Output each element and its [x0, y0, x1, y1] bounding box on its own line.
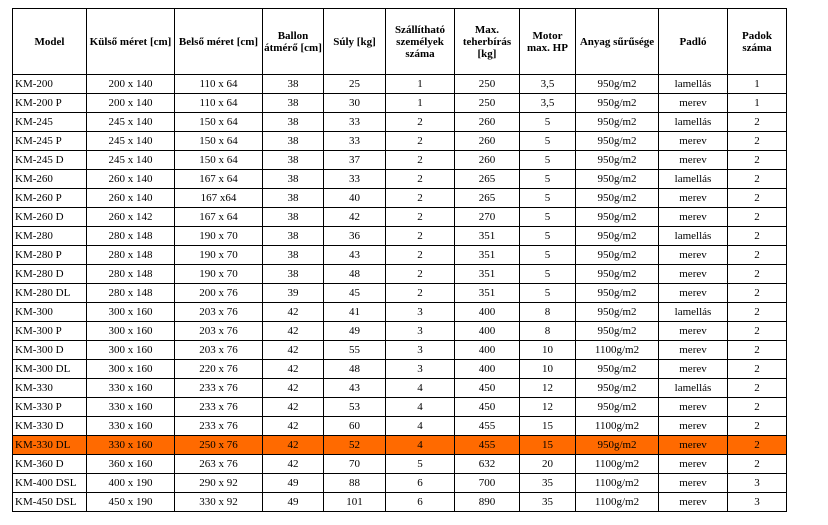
- cell-persons: 3: [386, 341, 455, 360]
- cell-inner-size: 330 x 92: [175, 493, 263, 512]
- cell-max-load: 700: [455, 474, 520, 493]
- cell-model: KM-330: [13, 379, 87, 398]
- cell-material-density: 950g/m2: [576, 246, 659, 265]
- cell-seats: 3: [728, 474, 787, 493]
- table-row: [13, 246, 787, 265]
- cell-motor-hp: 5: [520, 284, 576, 303]
- cell-seats: 2: [728, 170, 787, 189]
- cell-seats: 1: [728, 94, 787, 113]
- cell-weight: 25: [324, 75, 386, 94]
- cell-inner-size: 233 x 76: [175, 417, 263, 436]
- cell-floor: merev: [659, 94, 728, 113]
- cell-inner-size: 150 x 64: [175, 113, 263, 132]
- header-motor-hp: Motor max. HP: [520, 9, 576, 75]
- cell-motor-hp: 35: [520, 493, 576, 512]
- cell-max-load: 351: [455, 265, 520, 284]
- cell-max-load: 455: [455, 417, 520, 436]
- cell-seats: 2: [728, 398, 787, 417]
- cell-tube-diameter: 49: [263, 474, 324, 493]
- cell-floor: merev: [659, 322, 728, 341]
- cell-inner-size: 190 x 70: [175, 246, 263, 265]
- cell-outer-size: 280 x 148: [87, 246, 175, 265]
- cell-seats: 2: [728, 455, 787, 474]
- cell-outer-size: 300 x 160: [87, 341, 175, 360]
- cell-weight: 43: [324, 379, 386, 398]
- cell-persons: 2: [386, 265, 455, 284]
- cell-persons: 4: [386, 436, 455, 455]
- cell-material-density: 950g/m2: [576, 303, 659, 322]
- cell-max-load: 400: [455, 341, 520, 360]
- table-row: [13, 341, 787, 360]
- cell-max-load: 450: [455, 398, 520, 417]
- cell-motor-hp: 8: [520, 303, 576, 322]
- cell-floor: lamellás: [659, 303, 728, 322]
- cell-outer-size: 360 x 160: [87, 455, 175, 474]
- cell-inner-size: 200 x 76: [175, 284, 263, 303]
- cell-outer-size: 245 x 140: [87, 113, 175, 132]
- cell-weight: 53: [324, 398, 386, 417]
- table-row: [13, 151, 787, 170]
- cell-persons: 2: [386, 284, 455, 303]
- cell-model: KM-280 P: [13, 246, 87, 265]
- cell-model: KM-300 P: [13, 322, 87, 341]
- cell-model: KM-260: [13, 170, 87, 189]
- table-row: [13, 379, 787, 398]
- cell-material-density: 950g/m2: [576, 189, 659, 208]
- cell-outer-size: 200 x 140: [87, 94, 175, 113]
- table-row: [13, 94, 787, 113]
- cell-weight: 70: [324, 455, 386, 474]
- table-row: [13, 493, 787, 512]
- cell-model: KM-200 P: [13, 94, 87, 113]
- cell-inner-size: 220 x 76: [175, 360, 263, 379]
- cell-inner-size: 250 x 76: [175, 436, 263, 455]
- cell-outer-size: 260 x 142: [87, 208, 175, 227]
- cell-floor: merev: [659, 284, 728, 303]
- cell-floor: merev: [659, 436, 728, 455]
- cell-model: KM-450 DSL: [13, 493, 87, 512]
- cell-model: KM-330 D: [13, 417, 87, 436]
- cell-outer-size: 200 x 140: [87, 75, 175, 94]
- cell-max-load: 400: [455, 322, 520, 341]
- cell-seats: 2: [728, 322, 787, 341]
- cell-motor-hp: 5: [520, 132, 576, 151]
- header-floor: Padló: [659, 9, 728, 75]
- cell-motor-hp: 5: [520, 208, 576, 227]
- cell-floor: merev: [659, 417, 728, 436]
- cell-outer-size: 330 x 160: [87, 436, 175, 455]
- cell-weight: 33: [324, 113, 386, 132]
- cell-model: KM-200: [13, 75, 87, 94]
- cell-material-density: 950g/m2: [576, 284, 659, 303]
- cell-seats: 2: [728, 265, 787, 284]
- cell-floor: merev: [659, 341, 728, 360]
- cell-motor-hp: 15: [520, 417, 576, 436]
- cell-motor-hp: 12: [520, 398, 576, 417]
- cell-tube-diameter: 38: [263, 189, 324, 208]
- cell-motor-hp: 35: [520, 474, 576, 493]
- cell-material-density: 1100g/m2: [576, 474, 659, 493]
- cell-inner-size: 150 x 64: [175, 151, 263, 170]
- cell-tube-diameter: 42: [263, 436, 324, 455]
- cell-seats: 2: [728, 303, 787, 322]
- cell-persons: 2: [386, 113, 455, 132]
- cell-model: KM-360 D: [13, 455, 87, 474]
- cell-tube-diameter: 38: [263, 94, 324, 113]
- cell-model: KM-300: [13, 303, 87, 322]
- cell-material-density: 950g/m2: [576, 132, 659, 151]
- cell-model: KM-300 DL: [13, 360, 87, 379]
- cell-persons: 2: [386, 227, 455, 246]
- cell-tube-diameter: 38: [263, 151, 324, 170]
- cell-floor: lamellás: [659, 379, 728, 398]
- cell-outer-size: 280 x 148: [87, 227, 175, 246]
- cell-inner-size: 110 x 64: [175, 94, 263, 113]
- table-row-highlighted: [13, 436, 787, 455]
- cell-seats: 2: [728, 436, 787, 455]
- cell-motor-hp: 3,5: [520, 94, 576, 113]
- cell-weight: 30: [324, 94, 386, 113]
- cell-motor-hp: 10: [520, 360, 576, 379]
- cell-seats: 1: [728, 75, 787, 94]
- cell-floor: merev: [659, 455, 728, 474]
- cell-material-density: 950g/m2: [576, 398, 659, 417]
- table-row: [13, 417, 787, 436]
- cell-persons: 3: [386, 322, 455, 341]
- cell-persons: 5: [386, 455, 455, 474]
- cell-model: KM-260 D: [13, 208, 87, 227]
- cell-seats: 3: [728, 493, 787, 512]
- cell-model: KM-330 DL: [13, 436, 87, 455]
- cell-floor: merev: [659, 360, 728, 379]
- cell-material-density: 1100g/m2: [576, 417, 659, 436]
- cell-motor-hp: 10: [520, 341, 576, 360]
- cell-max-load: 250: [455, 94, 520, 113]
- table-row: [13, 227, 787, 246]
- cell-max-load: 260: [455, 151, 520, 170]
- header-row: [13, 9, 787, 75]
- cell-persons: 1: [386, 75, 455, 94]
- cell-floor: merev: [659, 189, 728, 208]
- cell-max-load: 351: [455, 284, 520, 303]
- cell-weight: 33: [324, 132, 386, 151]
- cell-inner-size: 203 x 76: [175, 322, 263, 341]
- cell-max-load: 400: [455, 360, 520, 379]
- cell-material-density: 1100g/m2: [576, 455, 659, 474]
- cell-seats: 2: [728, 208, 787, 227]
- cell-max-load: 400: [455, 303, 520, 322]
- cell-material-density: 1100g/m2: [576, 341, 659, 360]
- cell-tube-diameter: 42: [263, 379, 324, 398]
- cell-outer-size: 280 x 148: [87, 284, 175, 303]
- cell-model: KM-330 P: [13, 398, 87, 417]
- cell-weight: 37: [324, 151, 386, 170]
- cell-tube-diameter: 38: [263, 208, 324, 227]
- cell-weight: 60: [324, 417, 386, 436]
- cell-material-density: 950g/m2: [576, 360, 659, 379]
- cell-outer-size: 260 x 140: [87, 170, 175, 189]
- cell-max-load: 890: [455, 493, 520, 512]
- cell-material-density: 950g/m2: [576, 170, 659, 189]
- cell-persons: 6: [386, 474, 455, 493]
- header-tube-diameter: Ballon átmérő [cm]: [263, 9, 324, 75]
- cell-tube-diameter: 38: [263, 246, 324, 265]
- cell-max-load: 250: [455, 75, 520, 94]
- cell-inner-size: 167 x64: [175, 189, 263, 208]
- cell-weight: 48: [324, 360, 386, 379]
- table-row: [13, 303, 787, 322]
- cell-floor: merev: [659, 493, 728, 512]
- cell-tube-diameter: 42: [263, 360, 324, 379]
- table-row: [13, 189, 787, 208]
- cell-tube-diameter: 38: [263, 132, 324, 151]
- table-row: [13, 113, 787, 132]
- cell-seats: 2: [728, 341, 787, 360]
- cell-inner-size: 290 x 92: [175, 474, 263, 493]
- cell-motor-hp: 8: [520, 322, 576, 341]
- cell-floor: lamellás: [659, 113, 728, 132]
- cell-persons: 2: [386, 170, 455, 189]
- cell-outer-size: 450 x 190: [87, 493, 175, 512]
- cell-max-load: 351: [455, 246, 520, 265]
- cell-outer-size: 300 x 160: [87, 322, 175, 341]
- cell-tube-diameter: 42: [263, 398, 324, 417]
- header-material-density: Anyag sűrűsége: [576, 9, 659, 75]
- cell-outer-size: 400 x 190: [87, 474, 175, 493]
- cell-weight: 52: [324, 436, 386, 455]
- cell-seats: 2: [728, 132, 787, 151]
- spec-table-container: [12, 8, 787, 512]
- cell-motor-hp: 12: [520, 379, 576, 398]
- cell-weight: 49: [324, 322, 386, 341]
- table-row: [13, 208, 787, 227]
- cell-tube-diameter: 42: [263, 303, 324, 322]
- table-row: [13, 398, 787, 417]
- cell-inner-size: 233 x 76: [175, 379, 263, 398]
- cell-persons: 6: [386, 493, 455, 512]
- cell-tube-diameter: 38: [263, 75, 324, 94]
- cell-inner-size: 263 x 76: [175, 455, 263, 474]
- cell-outer-size: 300 x 160: [87, 303, 175, 322]
- cell-motor-hp: 3,5: [520, 75, 576, 94]
- cell-persons: 2: [386, 151, 455, 170]
- cell-max-load: 260: [455, 113, 520, 132]
- cell-tube-diameter: 42: [263, 417, 324, 436]
- cell-motor-hp: 5: [520, 246, 576, 265]
- cell-weight: 43: [324, 246, 386, 265]
- table-row: [13, 132, 787, 151]
- cell-outer-size: 330 x 160: [87, 398, 175, 417]
- cell-outer-size: 330 x 160: [87, 379, 175, 398]
- cell-tube-diameter: 38: [263, 113, 324, 132]
- header-model: Model: [13, 9, 87, 75]
- cell-weight: 40: [324, 189, 386, 208]
- cell-persons: 4: [386, 417, 455, 436]
- header-persons: Szállítható személyek száma: [386, 9, 455, 75]
- cell-motor-hp: 5: [520, 151, 576, 170]
- cell-seats: 2: [728, 360, 787, 379]
- cell-outer-size: 330 x 160: [87, 417, 175, 436]
- cell-persons: 1: [386, 94, 455, 113]
- cell-inner-size: 203 x 76: [175, 341, 263, 360]
- table-row: [13, 360, 787, 379]
- cell-seats: 2: [728, 379, 787, 398]
- cell-max-load: 632: [455, 455, 520, 474]
- cell-persons: 2: [386, 208, 455, 227]
- cell-motor-hp: 20: [520, 455, 576, 474]
- spec-table: [12, 8, 787, 512]
- cell-inner-size: 190 x 70: [175, 265, 263, 284]
- cell-seats: 2: [728, 284, 787, 303]
- cell-floor: merev: [659, 398, 728, 417]
- cell-persons: 4: [386, 398, 455, 417]
- cell-inner-size: 190 x 70: [175, 227, 263, 246]
- cell-floor: merev: [659, 265, 728, 284]
- cell-max-load: 270: [455, 208, 520, 227]
- cell-motor-hp: 5: [520, 227, 576, 246]
- cell-weight: 33: [324, 170, 386, 189]
- table-row: [13, 322, 787, 341]
- cell-outer-size: 300 x 160: [87, 360, 175, 379]
- cell-weight: 48: [324, 265, 386, 284]
- cell-motor-hp: 5: [520, 265, 576, 284]
- cell-motor-hp: 5: [520, 113, 576, 132]
- cell-tube-diameter: 42: [263, 455, 324, 474]
- cell-persons: 2: [386, 132, 455, 151]
- header-max-load: Max. teherbírás [kg]: [455, 9, 520, 75]
- cell-weight: 42: [324, 208, 386, 227]
- header-inner-size: Belső méret [cm]: [175, 9, 263, 75]
- cell-motor-hp: 5: [520, 170, 576, 189]
- cell-max-load: 450: [455, 379, 520, 398]
- cell-tube-diameter: 38: [263, 227, 324, 246]
- table-body: [13, 75, 787, 512]
- table-row: [13, 170, 787, 189]
- cell-tube-diameter: 38: [263, 170, 324, 189]
- cell-persons: 3: [386, 360, 455, 379]
- table-row: [13, 455, 787, 474]
- cell-max-load: 455: [455, 436, 520, 455]
- cell-seats: 2: [728, 151, 787, 170]
- cell-model: KM-280 DL: [13, 284, 87, 303]
- cell-max-load: 265: [455, 189, 520, 208]
- cell-inner-size: 233 x 76: [175, 398, 263, 417]
- cell-inner-size: 167 x 64: [175, 208, 263, 227]
- cell-material-density: 950g/m2: [576, 436, 659, 455]
- cell-floor: lamellás: [659, 170, 728, 189]
- cell-tube-diameter: 38: [263, 265, 324, 284]
- cell-weight: 101: [324, 493, 386, 512]
- table-row: [13, 474, 787, 493]
- cell-material-density: 950g/m2: [576, 227, 659, 246]
- header-outer-size: Külső méret [cm]: [87, 9, 175, 75]
- cell-weight: 36: [324, 227, 386, 246]
- cell-tube-diameter: 42: [263, 322, 324, 341]
- cell-floor: merev: [659, 132, 728, 151]
- cell-outer-size: 280 x 148: [87, 265, 175, 284]
- header-weight: Súly [kg]: [324, 9, 386, 75]
- cell-floor: merev: [659, 474, 728, 493]
- cell-material-density: 950g/m2: [576, 113, 659, 132]
- cell-material-density: 1100g/m2: [576, 493, 659, 512]
- cell-material-density: 950g/m2: [576, 94, 659, 113]
- cell-model: KM-300 D: [13, 341, 87, 360]
- table-row: [13, 284, 787, 303]
- cell-model: KM-280 D: [13, 265, 87, 284]
- table-row: [13, 265, 787, 284]
- cell-max-load: 351: [455, 227, 520, 246]
- cell-inner-size: 203 x 76: [175, 303, 263, 322]
- cell-floor: merev: [659, 246, 728, 265]
- cell-tube-diameter: 42: [263, 341, 324, 360]
- cell-material-density: 950g/m2: [576, 265, 659, 284]
- cell-floor: merev: [659, 208, 728, 227]
- cell-material-density: 950g/m2: [576, 151, 659, 170]
- cell-weight: 41: [324, 303, 386, 322]
- header-seats: Padok száma: [728, 9, 787, 75]
- cell-seats: 2: [728, 417, 787, 436]
- cell-persons: 2: [386, 246, 455, 265]
- cell-persons: 2: [386, 189, 455, 208]
- cell-floor: merev: [659, 151, 728, 170]
- cell-max-load: 265: [455, 170, 520, 189]
- cell-seats: 2: [728, 113, 787, 132]
- cell-tube-diameter: 39: [263, 284, 324, 303]
- cell-tube-diameter: 49: [263, 493, 324, 512]
- cell-model: KM-280: [13, 227, 87, 246]
- cell-inner-size: 167 x 64: [175, 170, 263, 189]
- cell-inner-size: 110 x 64: [175, 75, 263, 94]
- cell-weight: 45: [324, 284, 386, 303]
- cell-weight: 88: [324, 474, 386, 493]
- cell-motor-hp: 5: [520, 189, 576, 208]
- cell-motor-hp: 15: [520, 436, 576, 455]
- cell-material-density: 950g/m2: [576, 208, 659, 227]
- cell-seats: 2: [728, 227, 787, 246]
- cell-max-load: 260: [455, 132, 520, 151]
- cell-inner-size: 150 x 64: [175, 132, 263, 151]
- cell-outer-size: 245 x 140: [87, 132, 175, 151]
- cell-floor: lamellás: [659, 75, 728, 94]
- cell-seats: 2: [728, 189, 787, 208]
- cell-persons: 3: [386, 303, 455, 322]
- cell-model: KM-400 DSL: [13, 474, 87, 493]
- cell-model: KM-260 P: [13, 189, 87, 208]
- cell-floor: lamellás: [659, 227, 728, 246]
- cell-outer-size: 260 x 140: [87, 189, 175, 208]
- table-row: [13, 75, 787, 94]
- cell-material-density: 950g/m2: [576, 322, 659, 341]
- cell-outer-size: 245 x 140: [87, 151, 175, 170]
- cell-material-density: 950g/m2: [576, 379, 659, 398]
- cell-weight: 55: [324, 341, 386, 360]
- cell-model: KM-245 D: [13, 151, 87, 170]
- cell-model: KM-245 P: [13, 132, 87, 151]
- cell-model: KM-245: [13, 113, 87, 132]
- cell-material-density: 950g/m2: [576, 75, 659, 94]
- cell-persons: 4: [386, 379, 455, 398]
- cell-seats: 2: [728, 246, 787, 265]
